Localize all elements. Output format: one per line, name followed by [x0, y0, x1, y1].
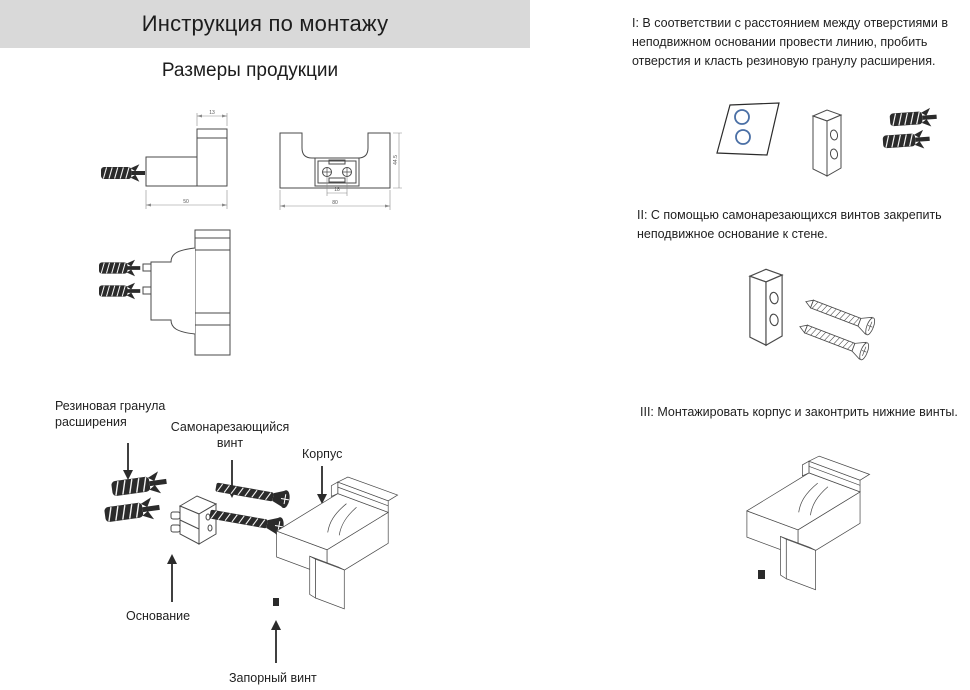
- screw-icon: [208, 505, 284, 536]
- label-self-tapping-screw: Самонарезающийся винт: [170, 420, 290, 451]
- anchor-icon: [882, 129, 930, 151]
- anchor-icon: [99, 283, 140, 300]
- svg-text:80: 80: [332, 200, 338, 206]
- label-locking-screw: Запорный винт: [229, 671, 317, 685]
- screw-icon: [214, 478, 290, 509]
- label-base: Основание: [126, 609, 191, 623]
- step-2-text: II: С помощью самонарезающихся винтов закрепить неподвижное основание к стене.: [637, 208, 942, 241]
- base-plate: [750, 269, 782, 345]
- locking-screw-icon: [273, 598, 279, 606]
- step-3-text: III: Монтажировать корпус и законтрить нижние винты.: [640, 405, 958, 419]
- section-subtitle: Размеры продукции: [161, 60, 339, 81]
- locking-screw-icon: [758, 570, 765, 579]
- label-arrow-rubber-granule: [123, 443, 133, 480]
- label-arrow-body: [317, 466, 327, 504]
- label-arrow-base: [167, 554, 177, 602]
- step-1-text: I: В соответствии с расстоянием между отверстиями в неподвижном основании провести линию, пробить отверстия и класть резиновую гранулу расширения.: [632, 16, 948, 68]
- mount-plate: [315, 158, 359, 186]
- dimension-front-height: [393, 133, 402, 188]
- drawing-side-view: [85, 105, 265, 220]
- svg-text:50: 50: [183, 199, 189, 205]
- drawing-top-view: [85, 228, 245, 363]
- step-2-illustration: [715, 255, 930, 390]
- step-3-illustration: [715, 435, 970, 645]
- dimension-hook-depth: [197, 110, 227, 126]
- hook-body: [277, 477, 398, 609]
- label-body: Корпус: [302, 447, 343, 461]
- anchor-icon: [99, 260, 140, 277]
- anchor-icon: [103, 496, 161, 525]
- dimension-side-length: [146, 190, 227, 209]
- hook-top-bar: [195, 230, 230, 355]
- exploded-diagram: [40, 432, 440, 690]
- svg-text:13: 13: [209, 110, 215, 116]
- step-1-illustration: [695, 90, 960, 200]
- drill-hole-mark: [735, 110, 749, 124]
- label-arrow-locking-screw: [271, 620, 281, 663]
- base-plate: [813, 110, 841, 176]
- label-rubber-granule: Резиновая гранула расширения: [55, 399, 166, 430]
- page-title: Инструкция по монтажу: [141, 11, 389, 36]
- mount-top-outline: [151, 248, 195, 334]
- hook-body: [747, 456, 870, 590]
- svg-text:18: 18: [334, 187, 340, 193]
- base-block: [171, 496, 216, 544]
- wall-template: [717, 103, 779, 155]
- svg-text:44.5: 44.5: [393, 155, 399, 165]
- anchor-icon: [110, 470, 168, 499]
- anchor-icon: [889, 107, 937, 129]
- header-bar: [0, 0, 530, 48]
- drill-hole-mark: [736, 130, 750, 144]
- anchor-icon: [101, 164, 145, 182]
- drawing-front-view: [275, 122, 410, 222]
